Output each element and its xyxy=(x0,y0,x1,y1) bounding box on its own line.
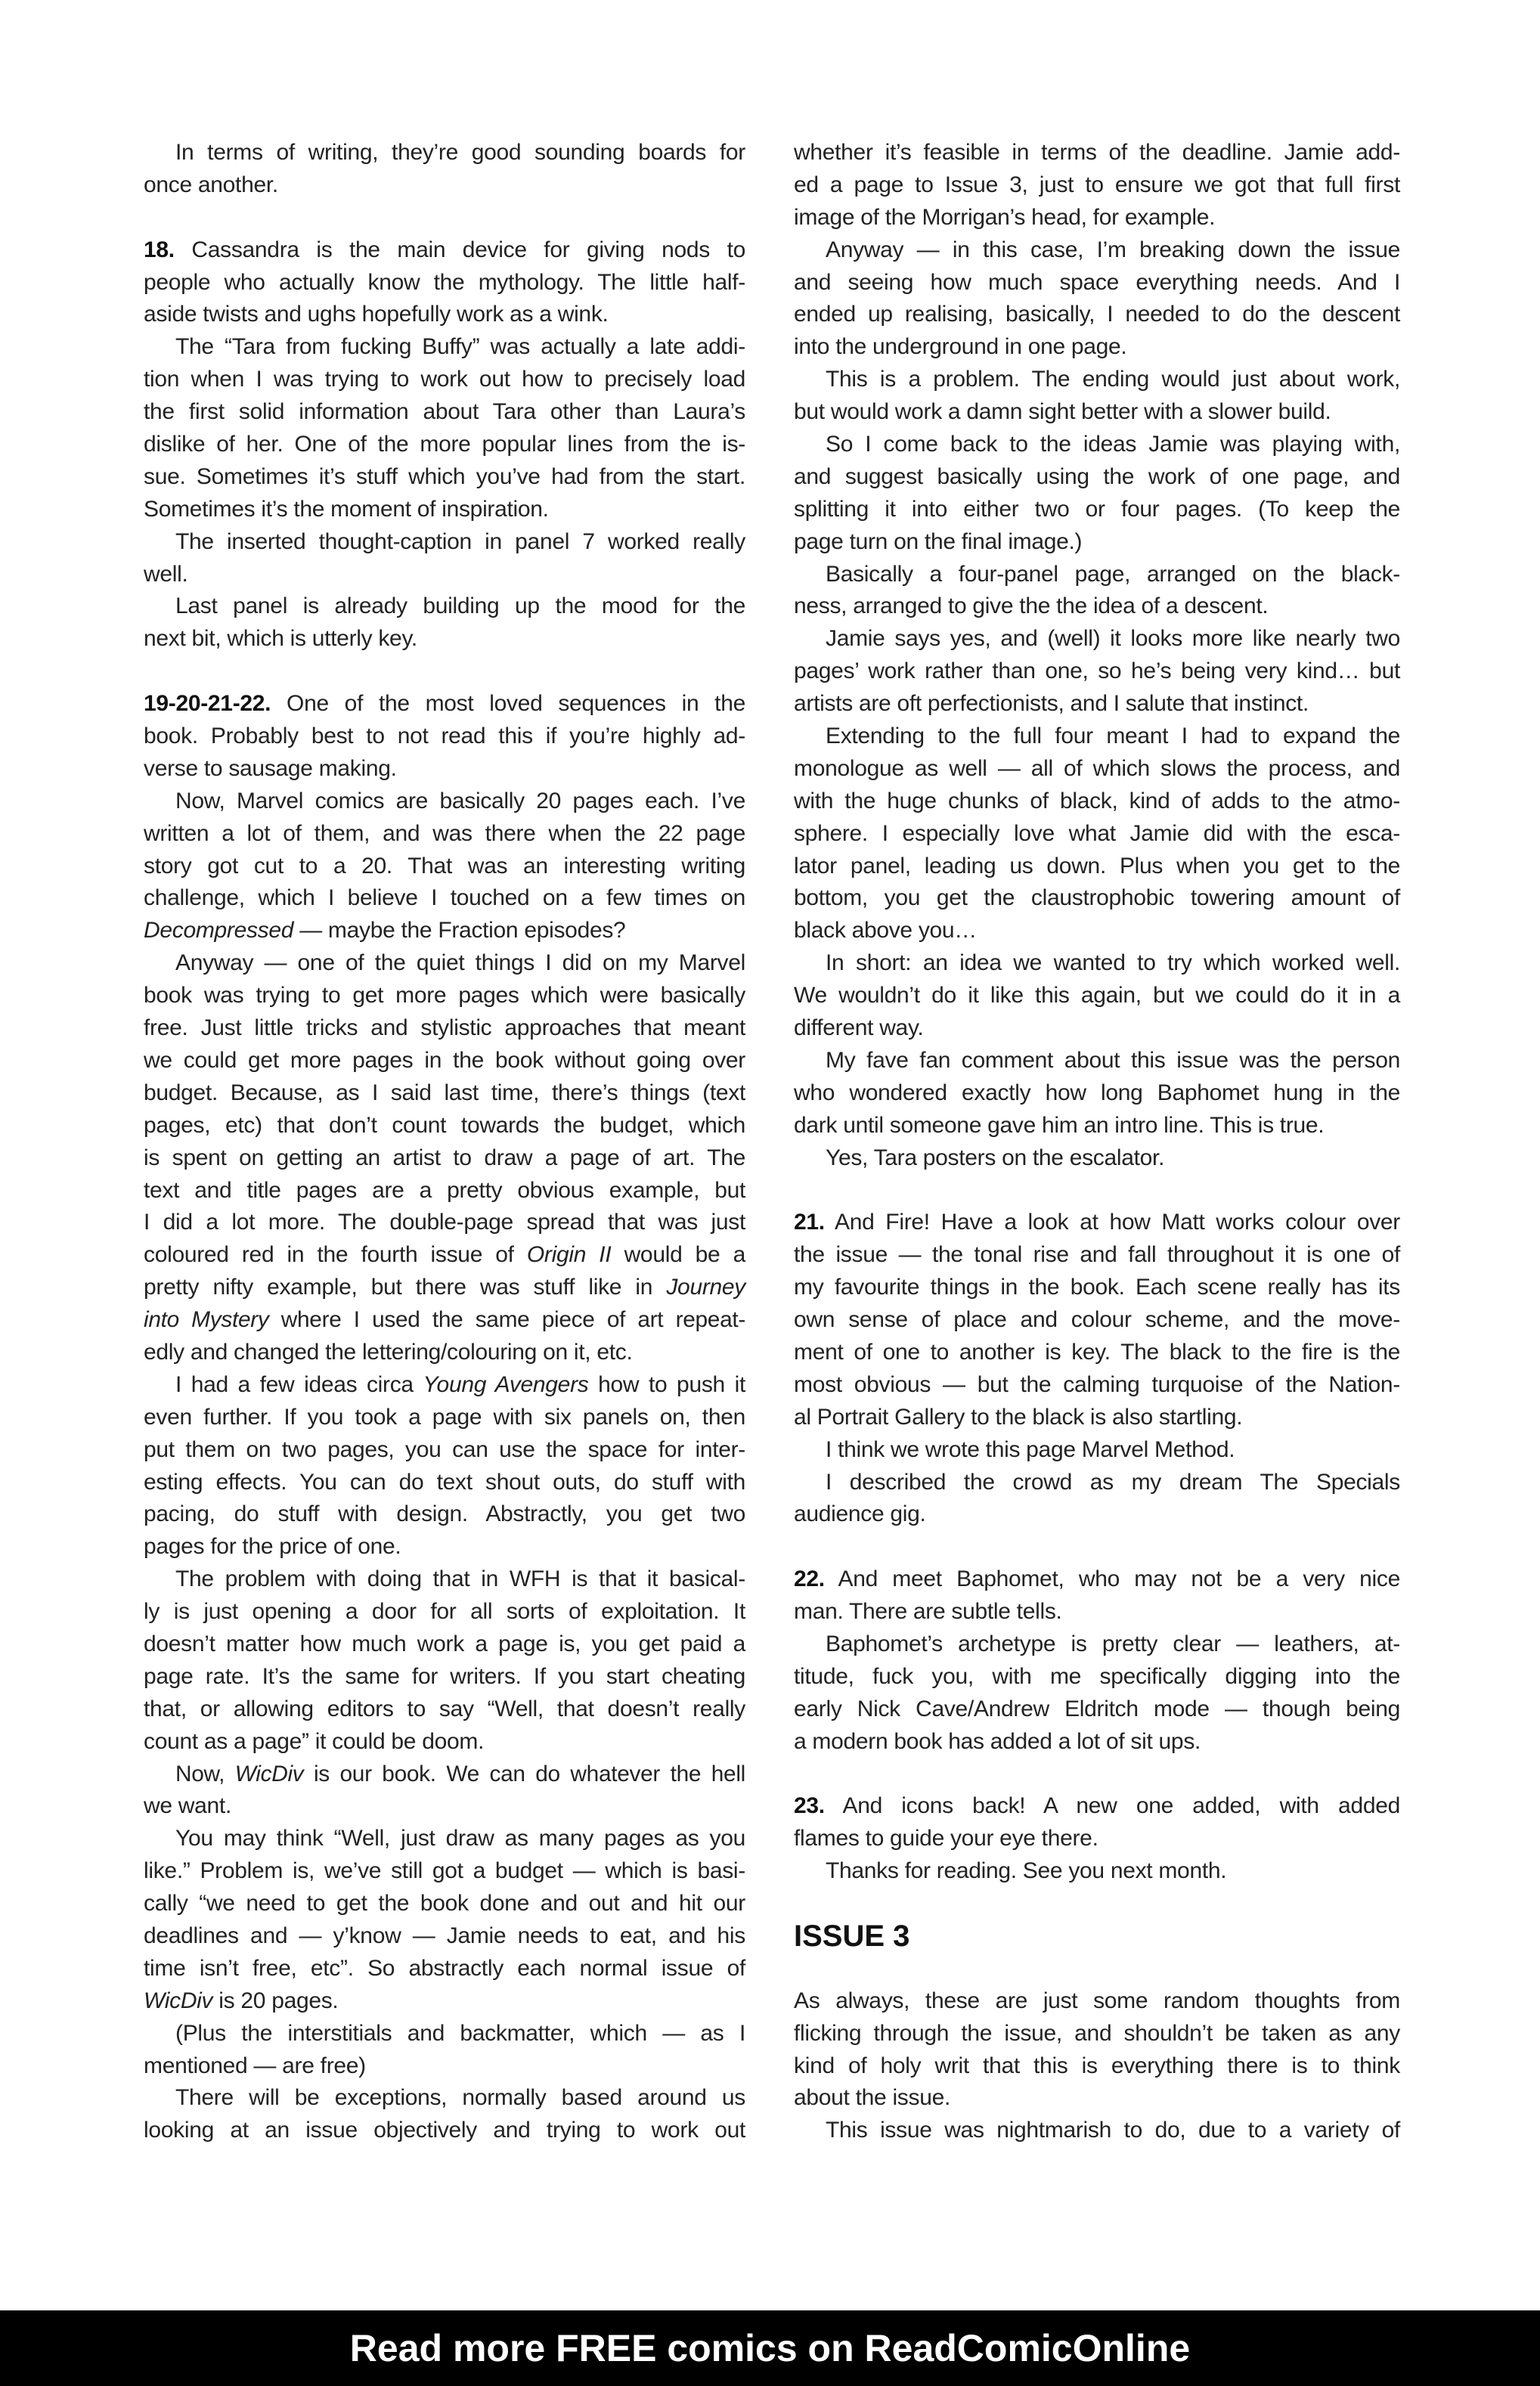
text-run: pacing, do stuff with design. Abstractly, you get two xyxy=(144,1501,745,1527)
text-run: The problem with doing that in WFH is that it basical- xyxy=(175,1566,745,1592)
paragraph xyxy=(144,331,745,525)
text-run: next bit, which is utterly key. xyxy=(144,626,417,652)
blank-line xyxy=(794,1759,1400,1791)
text-run: Anyway — in this case, I’m breaking down the issue xyxy=(826,237,1400,262)
paragraph xyxy=(144,1823,745,2017)
text-line xyxy=(794,299,1400,331)
text-run: ly is just opening a door for all sorts of exploitation. It xyxy=(144,1599,745,1625)
text-run: whether it’s feasible in terms of the deadline. Jamie add- xyxy=(794,140,1400,165)
text-run: And icons back! A new one added, with added xyxy=(824,1793,1400,1819)
text-run: time isn’t free, etc”. So abstractly each normal issue of xyxy=(144,1955,745,1981)
text-line xyxy=(144,526,745,559)
text-line xyxy=(144,1045,745,1077)
text-line xyxy=(144,1498,745,1531)
text-run: audience gig. xyxy=(794,1501,926,1527)
text-line xyxy=(794,137,1400,169)
text-line xyxy=(144,1985,745,2018)
read-more-banner[interactable] xyxy=(0,2310,1540,2386)
text-line xyxy=(144,396,745,429)
text-line xyxy=(794,1337,1400,1369)
text-line xyxy=(794,461,1400,494)
text-line xyxy=(144,1110,745,1142)
text-line xyxy=(144,461,745,494)
banner-text[interactable]: Read more FREE comics on ReadComicOnline xyxy=(349,2327,1191,2369)
text-run: bottom, you get the claustrophobic towering amount of xyxy=(794,885,1400,911)
paragraph xyxy=(794,234,1400,364)
paragraph xyxy=(794,947,1400,1045)
text-run: ended up realising, basically, I needed to do the descent xyxy=(794,302,1400,327)
text-run: lator panel, leading us down. Plus when you get to the xyxy=(794,853,1400,878)
paragraph xyxy=(794,559,1400,624)
text-line xyxy=(144,1628,745,1661)
text-line xyxy=(794,753,1400,786)
text-line xyxy=(794,1726,1400,1759)
left-text-column xyxy=(144,137,745,2147)
blank-line xyxy=(794,1953,1400,1985)
italic-title: into Mystery xyxy=(144,1307,269,1333)
text-run: put them on two pages, you can use the space for inter- xyxy=(144,1436,745,1462)
text-run: artists are oft perfectionists, and I salute that instinct. xyxy=(794,691,1309,717)
paragraph xyxy=(794,1790,1400,1855)
text-line xyxy=(144,1823,745,1855)
text-line xyxy=(794,1045,1400,1077)
text-line xyxy=(794,1823,1400,1855)
paragraph xyxy=(794,429,1400,559)
text-line xyxy=(794,1467,1400,1499)
text-line xyxy=(144,1337,745,1369)
text-line xyxy=(794,169,1400,202)
paragraph xyxy=(794,2115,1400,2147)
text-line xyxy=(144,169,745,202)
text-run: Last panel is already building up the mood for the xyxy=(175,593,745,619)
paragraph xyxy=(794,364,1400,429)
text-line xyxy=(794,980,1400,1012)
text-run: page rate. It’s the same for writers. If you start cheating xyxy=(144,1663,745,1689)
text-run: but would work a damn sight better with a slower build. xyxy=(794,399,1331,425)
text-line xyxy=(794,2018,1400,2050)
text-line xyxy=(144,818,745,851)
text-line xyxy=(794,1110,1400,1142)
paragraph xyxy=(144,947,745,1369)
text-line xyxy=(794,915,1400,947)
text-run: doesn’t matter how much work a page is, you get paid a xyxy=(144,1631,745,1656)
paragraph xyxy=(794,1855,1400,1888)
text-run: different way. xyxy=(794,1015,924,1041)
text-run: looking at an issue objectively and trying to work out xyxy=(144,2118,745,2143)
text-line xyxy=(144,1693,745,1726)
text-line xyxy=(144,1531,745,1563)
italic-title: Young Avengers xyxy=(423,1371,589,1397)
paragraph xyxy=(144,786,745,947)
italic-title: Origin II xyxy=(526,1242,612,1268)
text-line xyxy=(794,331,1400,364)
blank-line xyxy=(144,655,745,688)
text-line xyxy=(144,882,745,915)
text-run: into the underground in one page. xyxy=(794,334,1127,360)
text-run: aside twists and ughs hopefully work as a wink. xyxy=(144,302,609,327)
text-line xyxy=(144,1563,745,1596)
text-run: I did a lot more. The double-page spread that was just xyxy=(144,1210,745,1235)
text-run: And meet Baphomet, who may not be a very nice xyxy=(824,1566,1400,1592)
text-run: image of the Morrigan’s head, for example. xyxy=(794,204,1216,230)
text-line xyxy=(794,1369,1400,1402)
text-run: monologue as well — all of which slows the process, and xyxy=(794,755,1400,781)
text-run: Baphomet’s archetype is pretty clear — leathers, at- xyxy=(826,1631,1400,1656)
text-run: — maybe the Fraction episodes? xyxy=(293,918,626,944)
text-line xyxy=(794,947,1400,980)
text-run: Sometimes it’s the moment of inspiration. xyxy=(144,496,549,522)
text-run: pages’ work rather than one, so he’s being very kind… but xyxy=(794,658,1400,684)
text-line xyxy=(144,720,745,753)
text-line xyxy=(794,1239,1400,1272)
text-run: Now, Marvel comics are basically 20 pages each. I’ve xyxy=(175,788,745,813)
text-run: pretty nifty example, but there was stuff like in xyxy=(144,1275,667,1300)
text-line xyxy=(144,753,745,786)
text-line xyxy=(794,1012,1400,1045)
text-run: with the huge chunks of black, kind of adds to the atmo- xyxy=(794,788,1400,813)
text-line xyxy=(144,851,745,883)
text-line xyxy=(794,234,1400,267)
text-run: splitting it into either two or four pages. (To keep the xyxy=(794,496,1400,522)
paragraph xyxy=(144,590,745,655)
text-line xyxy=(144,1272,745,1304)
text-line xyxy=(794,2115,1400,2147)
text-line xyxy=(144,1434,745,1467)
text-run: book was trying to get more pages which were basically xyxy=(144,983,745,1009)
text-run: sue. Sometimes it’s stuff which you’ve had from the start. xyxy=(144,463,745,489)
text-run: flames to guide your eye there. xyxy=(794,1826,1098,1851)
text-run: Basically a four-panel page, arranged on the black- xyxy=(826,561,1400,587)
text-line xyxy=(794,1693,1400,1726)
text-line xyxy=(144,623,745,655)
text-run: own sense of place and colour scheme, and the move- xyxy=(794,1307,1400,1333)
text-line xyxy=(794,1272,1400,1304)
paragraph xyxy=(794,137,1400,234)
text-run: most obvious — but the calming turquoise of the Nation- xyxy=(794,1371,1400,1397)
text-line xyxy=(794,1077,1400,1110)
italic-title: Decompressed xyxy=(144,918,294,944)
text-line xyxy=(794,1661,1400,1693)
italic-title: WicDiv xyxy=(234,1761,304,1786)
text-line xyxy=(144,137,745,169)
text-run: flicking through the issue, and shouldn’t be taken as any xyxy=(794,2020,1400,2046)
text-run: how to push it xyxy=(588,1371,745,1397)
text-run: text and title pages are a pretty obvious example, but xyxy=(144,1177,745,1203)
text-run: challenge, which I believe I touched on a few times on xyxy=(144,885,745,911)
paragraph xyxy=(144,526,745,591)
text-line xyxy=(144,1402,745,1434)
text-line xyxy=(794,1596,1400,1628)
text-line xyxy=(144,234,745,267)
item-number: 19-20-21-22. xyxy=(144,691,271,717)
item-number: 23. xyxy=(794,1793,825,1819)
text-run: even further. If you took a page with six panels on, then xyxy=(144,1404,745,1430)
text-run: Anyway — one of the quiet things I did on my Marvel xyxy=(175,950,745,976)
text-run: I had a few ideas circa xyxy=(175,1371,423,1397)
text-line xyxy=(794,1790,1400,1823)
text-line xyxy=(144,1855,745,1888)
text-run: The inserted thought-caption in panel 7 worked really xyxy=(175,528,745,554)
text-line xyxy=(144,1920,745,1953)
text-run: is spent on getting an artist to draw a page of art. The xyxy=(144,1145,745,1170)
text-run: edly and changed the lettering/colouring on it, etc. xyxy=(144,1339,633,1365)
text-run: There will be exceptions, normally based around us xyxy=(175,2085,745,2111)
text-line xyxy=(144,364,745,396)
text-line xyxy=(144,1759,745,1791)
text-line xyxy=(794,851,1400,883)
text-line xyxy=(144,1207,745,1239)
paragraph xyxy=(144,1563,745,1758)
text-run: that, or allowing editors to say “Well, that doesn’t really xyxy=(144,1696,745,1721)
text-run: al Portrait Gallery to the black is also startling. xyxy=(794,1404,1243,1430)
text-run: One of the most loved sequences in the xyxy=(271,691,745,717)
text-run: my favourite things in the book. Each scene really has its xyxy=(794,1275,1400,1300)
text-line xyxy=(794,655,1400,688)
text-line xyxy=(144,2082,745,2115)
text-line xyxy=(794,590,1400,623)
text-line xyxy=(794,526,1400,559)
text-run: is our book. We can do whatever the hell xyxy=(303,1761,745,1786)
text-run: Extending to the full four meant I had to expand the xyxy=(826,724,1400,749)
text-line xyxy=(794,1142,1400,1175)
text-line xyxy=(144,1953,745,1985)
text-run: dislike of her. One of the more popular lines from the is- xyxy=(144,432,745,457)
text-line xyxy=(794,818,1400,851)
paragraph xyxy=(794,1985,1400,2115)
paragraph xyxy=(794,1628,1400,1759)
text-run: I think we wrote this page Marvel Method. xyxy=(826,1436,1235,1462)
text-run: people who actually know the mythology. The little half- xyxy=(144,269,745,295)
text-run: kind of holy writ that this is everything there is to think xyxy=(794,2053,1400,2078)
text-line xyxy=(794,1985,1400,2018)
text-line xyxy=(144,688,745,720)
text-run: esting effects. You can do text shout outs, do stuff with xyxy=(144,1469,745,1495)
text-run: The “Tara from fucking Buffy” was actually a late addi- xyxy=(175,334,745,360)
text-run: dark until someone gave him an intro line. This is true. xyxy=(794,1112,1325,1138)
text-run: cally “we need to get the book done and out and hit our xyxy=(144,1891,745,1917)
text-line xyxy=(144,1304,745,1337)
item-number: 21. xyxy=(794,1210,825,1235)
paragraph xyxy=(794,1142,1400,1175)
text-line xyxy=(794,364,1400,396)
text-run: pages, etc) that don’t count towards the budget, which xyxy=(144,1112,745,1138)
text-run: we want. xyxy=(144,1793,231,1819)
paragraph xyxy=(144,1369,745,1563)
text-line xyxy=(144,980,745,1012)
text-line xyxy=(794,429,1400,461)
text-line xyxy=(144,1790,745,1823)
text-line xyxy=(794,623,1400,655)
italic-title: Journey xyxy=(666,1275,745,1300)
text-run: coloured red in the fourth issue of xyxy=(144,1242,527,1268)
text-run: mentioned — are free) xyxy=(144,2053,366,2078)
blank-line xyxy=(794,1531,1400,1563)
text-run: and seeing how much space everything needs. And I xyxy=(794,269,1400,295)
text-line xyxy=(144,1175,745,1207)
text-line xyxy=(144,1142,745,1175)
text-line xyxy=(144,267,745,299)
text-line xyxy=(794,720,1400,753)
text-run: man. There are subtle tells. xyxy=(794,1599,1062,1625)
text-run: once another. xyxy=(144,172,278,197)
text-run: As always, these are just some random thoughts from xyxy=(794,1988,1400,2013)
text-line xyxy=(144,1661,745,1693)
text-run: well. xyxy=(144,561,188,587)
text-run: written a lot of them, and was there when the 22 page xyxy=(144,820,745,846)
item-number: 18. xyxy=(144,237,175,262)
text-line xyxy=(144,2115,745,2147)
text-run: We wouldn’t do it like this again, but we could do it in a xyxy=(794,983,1400,1009)
text-line xyxy=(794,1304,1400,1337)
text-run: Now, xyxy=(175,1761,235,1786)
text-run: the issue — the tonal rise and fall throughout it is one of xyxy=(794,1242,1400,1268)
text-run: story got cut to a 20. That was an interesting writing xyxy=(144,853,745,878)
paragraph xyxy=(144,2018,745,2083)
text-line xyxy=(794,202,1400,234)
paragraph xyxy=(794,720,1400,947)
text-run: book. Probably best to not read this if you’re highly ad- xyxy=(144,724,745,749)
text-run: ed a page to Issue 3, just to ensure we got that full first xyxy=(794,172,1400,197)
text-run: You may think “Well, just draw as many pages as you xyxy=(175,1826,745,1851)
text-run: the first solid information about Tara other than Laura’s xyxy=(144,399,745,425)
text-run: tion when I was trying to work out how to precisely load xyxy=(144,367,745,392)
text-run: titude, fuck you, with me specifically digging into the xyxy=(794,1663,1400,1689)
text-line xyxy=(794,688,1400,720)
text-run: and suggest basically using the work of one page, and xyxy=(794,463,1400,489)
italic-title: WicDiv xyxy=(144,1988,213,2013)
paragraph xyxy=(794,1434,1400,1467)
text-line xyxy=(144,786,745,818)
text-run: black above you… xyxy=(794,918,978,944)
section-heading: ISSUE 3 xyxy=(794,1919,910,1953)
text-run: So I come back to the ideas Jamie was playing with, xyxy=(826,432,1400,457)
blank-line xyxy=(794,1175,1400,1207)
text-run: would be a xyxy=(611,1242,745,1268)
text-line xyxy=(794,1402,1400,1434)
text-run: This is a problem. The ending would just about work, xyxy=(826,367,1400,392)
text-line xyxy=(144,1077,745,1110)
text-run: ment of one to another is key. The black to the fire is the xyxy=(794,1339,1400,1365)
text-line xyxy=(144,299,745,331)
text-line xyxy=(144,1888,745,1920)
text-run: This issue was nightmarish to do, due to a variety of xyxy=(826,2118,1400,2143)
text-line xyxy=(794,1563,1400,1596)
text-run: My fave fan comment about this issue was the person xyxy=(826,1047,1400,1073)
text-line xyxy=(144,2050,745,2083)
text-line xyxy=(144,494,745,526)
text-run: In terms of writing, they’re good sounding boards for xyxy=(175,140,745,165)
text-line xyxy=(144,915,745,947)
text-line xyxy=(794,2050,1400,2083)
text-line xyxy=(794,559,1400,591)
text-line xyxy=(144,429,745,461)
text-line xyxy=(144,590,745,623)
text-run: about the issue. xyxy=(794,2085,951,2111)
text-run: page turn on the final image.) xyxy=(794,528,1083,554)
text-line xyxy=(144,1596,745,1628)
paragraph xyxy=(144,234,745,332)
text-run: early Nick Cave/Andrew Eldritch mode — though being xyxy=(794,1696,1400,1721)
text-run: budget. Because, as I said last time, there’s things (text xyxy=(144,1080,745,1105)
text-run: we could get more pages in the book without going over xyxy=(144,1047,745,1073)
text-line xyxy=(794,1498,1400,1531)
text-run: free. Just little tricks and stylistic approaches that meant xyxy=(144,1015,745,1041)
text-line xyxy=(794,1855,1400,1888)
blank-line xyxy=(144,202,745,234)
text-run: pages for the price of one. xyxy=(144,1534,401,1560)
text-run: (Plus the interstitials and backmatter, which — as I xyxy=(175,2020,745,2046)
paragraph xyxy=(794,1207,1400,1433)
text-run: ness, arranged to give the the idea of a descent. xyxy=(794,593,1269,619)
text-line xyxy=(144,1467,745,1499)
text-run: a modern book has added a lot of sit ups. xyxy=(794,1728,1201,1754)
text-line xyxy=(144,1012,745,1045)
blank-line xyxy=(794,1888,1400,1920)
text-line xyxy=(144,2018,745,2050)
text-run: count as a page” it could be doom. xyxy=(144,1728,485,1754)
paragraph xyxy=(144,688,745,786)
text-line xyxy=(144,331,745,364)
text-line xyxy=(794,267,1400,299)
text-line xyxy=(794,786,1400,818)
text-run: is 20 pages. xyxy=(212,1988,339,2013)
text-line xyxy=(794,1207,1400,1239)
text-run: Thanks for reading. See you next month. xyxy=(826,1858,1227,1884)
text-line xyxy=(144,559,745,591)
item-number: 22. xyxy=(794,1566,825,1592)
text-line xyxy=(144,1369,745,1402)
text-run: deadlines and — y’know — Jamie needs to eat, and his xyxy=(144,1923,745,1948)
text-line xyxy=(144,1239,745,1272)
text-run: where I used the same piece of art repeat- xyxy=(268,1307,745,1333)
right-text-column xyxy=(794,137,1400,2147)
paragraph xyxy=(144,137,745,202)
text-run: And Fire! Have a look at how Matt works colour over xyxy=(824,1210,1400,1235)
text-run: In short: an idea we wanted to try which worked well. xyxy=(826,950,1400,976)
text-run: sphere. I especially love what Jamie did with the esca- xyxy=(794,820,1400,846)
text-line xyxy=(794,1434,1400,1467)
text-line xyxy=(144,1726,745,1759)
text-line xyxy=(794,2082,1400,2115)
paragraph xyxy=(794,1563,1400,1628)
text-line xyxy=(794,396,1400,429)
text-run: Jamie says yes, and (well) it looks more like nearly two xyxy=(826,626,1400,652)
paragraph xyxy=(794,1467,1400,1532)
text-run: Yes, Tara posters on the escalator. xyxy=(826,1145,1165,1170)
text-run: I described the crowd as my dream The Specials xyxy=(826,1469,1400,1495)
text-run: who wondered exactly how long Baphomet hung in the xyxy=(794,1080,1400,1105)
paragraph xyxy=(144,2082,745,2147)
text-line xyxy=(794,1628,1400,1661)
text-line xyxy=(144,947,745,980)
paragraph xyxy=(144,1759,745,1824)
paragraph xyxy=(794,623,1400,720)
text-line xyxy=(794,882,1400,915)
text-line xyxy=(794,494,1400,526)
text-run: like.” Problem is, we’ve still got a budget — which is basi- xyxy=(144,1858,745,1884)
text-run: Cassandra is the main device for giving nods to xyxy=(174,237,745,262)
text-run: verse to sausage making. xyxy=(144,755,397,781)
paragraph xyxy=(794,1045,1400,1142)
